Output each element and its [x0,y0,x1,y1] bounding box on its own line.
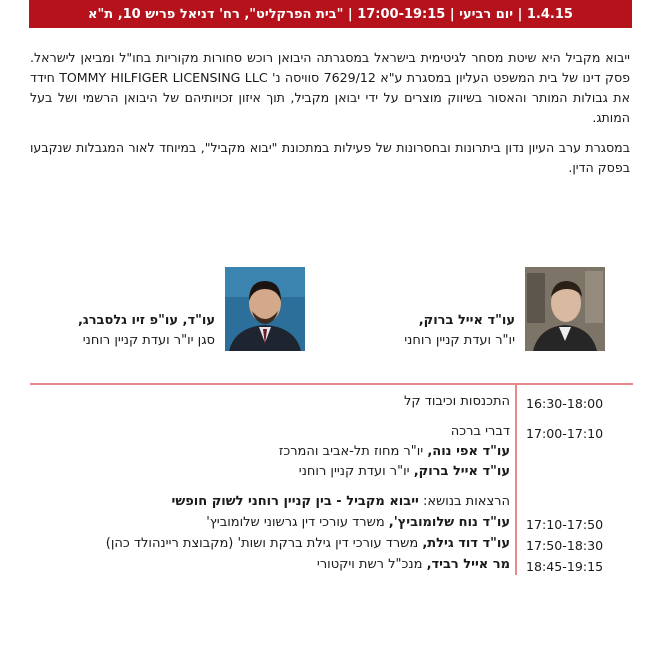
person-portrait-icon [525,267,605,351]
time-slot-2: 17:00-17:10 [526,426,604,441]
lectures-heading [172,494,510,509]
time-slot-1: 16:30-18:00 [526,396,604,411]
speaker-2-name: עו"ד, עו"פ זיו גלסברג, [77,313,215,328]
lecture-1 [206,515,510,530]
item-greetings-title: דברי ברכה [450,424,510,439]
lectures-topic: ייבוא מקביל - בין קניין רוחני לשוק חופשי [171,494,419,509]
schedule-divider [30,383,633,385]
speaker-2-photo [225,267,305,351]
time-slot-3: 17:10-17:50 [526,517,604,532]
schedule-time-divider [515,385,517,575]
greeting-speaker-2-name: עו"ד אייל ברוק, [413,464,510,479]
person-portrait-icon [225,267,305,351]
speaker-2-text [78,311,215,351]
speaker-1-photo [525,267,605,351]
lectures-prefix: הרצאות בנושא: [418,494,510,509]
intro-paragraph-2: במסגרת ערב העיון נדון ביתרונות ובחסרונות של פעילות במתכונת "יבוא מקביל", במיוחד לאור המגבלות שנקבעו בפסק הדין. [30,140,630,175]
greeting-speaker-1-role: יו"ר מחוז תל-אביב והמרכז [278,444,428,459]
intro-text [30,48,630,188]
lecture-2 [106,536,510,551]
lecture-2-affiliation: משרד עורכי דין גילת ברקת ושות' (מקבוצת ריינהולד כהן) [105,536,423,551]
speaker-1-text [404,311,515,351]
lecture-3-affiliation: מנכ"ל רשת ויקטורי [316,557,427,572]
speaker-1 [404,267,605,351]
item-reception: התכנסות וכיבוד קל [404,394,510,409]
speaker-1-name: עו"ד אייל ברוק, [418,313,515,328]
time-slot-5: 18:45-19:15 [526,559,604,574]
lecture-1-name: עו"ד נוח שלומוביץ', [388,515,510,530]
speaker-2 [78,267,305,351]
intro-paragraph-1: ייבוא מקביל היא שיטת מסחר לגיטימית בישראל במסגרתה היבואן רוכש סחורות מקוריות בחו"ל ומביאן לישראל. פסק דינו של בית המשפט העליון במסגרת ע"א 7629/12 סוויסה נ' TOMMY HILFIGER LICENSING LLC חידד את גבולות המותר והאסור בשיווק מוצרים על ידי יבואן מקביל, תוך איזון זכויותיהם של היבואן הרשמי ושל בעל המותג. [30,50,630,125]
speaker-1-role: יו"ר ועדת קניין רוחני [404,333,515,348]
lecture-3-name: מר אייל רביד, [426,557,510,572]
time-slot-4: 17:50-18:30 [526,538,604,553]
lecture-1-affiliation: משרד עורכי דין גרשוני שלומוביץ' [206,515,389,530]
event-banner [29,0,632,28]
item-greetings-speaker-2 [299,464,510,479]
lecture-2-name: עו"ד דוד גילת, [422,536,510,551]
greeting-speaker-1-name: עו"ד אפי נוה, [427,444,510,459]
item-greetings-speaker-1 [279,444,510,459]
event-details: 1.4.15 | יום רביעי | 17:00-19:15 | "בית הפרקליט", רח' דניאל פריש 10, ת"א [88,6,573,22]
lecture-3 [317,557,510,572]
greeting-speaker-2-role: יו"ר ועדת קניין רוחני [298,464,414,479]
speaker-2-role: סגן יו"ר ועדת קניין רוחני [82,333,215,348]
